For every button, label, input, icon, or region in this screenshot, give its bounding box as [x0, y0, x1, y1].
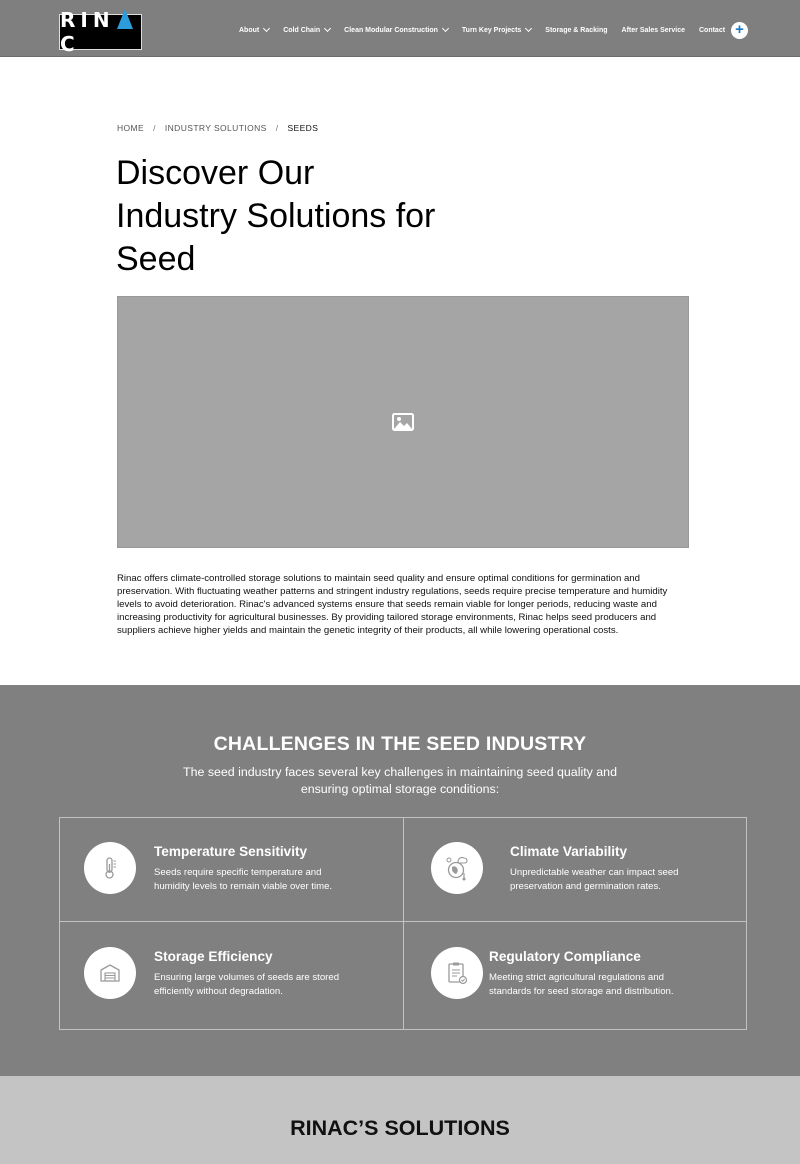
chevron-down-icon — [442, 25, 449, 32]
challenge-title: Climate Variability — [510, 844, 628, 859]
nav-label: About — [239, 26, 260, 34]
challenge-card-storage — [60, 922, 403, 1029]
challenges-title: CHALLENGES IN THE SEED INDUSTRY — [213, 733, 587, 755]
challenge-title: Storage Efficiency — [154, 949, 273, 964]
plus-menu-button[interactable]: + — [731, 22, 748, 39]
clipboard-check-icon — [446, 961, 468, 985]
chevron-down-icon — [263, 25, 270, 32]
nav-item-turn-key-projects[interactable] — [462, 27, 531, 34]
warehouse-icon — [99, 962, 121, 984]
logo-wordmark: RINC — [60, 8, 141, 56]
chevron-down-icon — [525, 25, 532, 32]
hero-image — [117, 296, 689, 548]
nav-label: Storage & Racking — [545, 26, 608, 34]
globe-weather-icon — [444, 855, 470, 881]
nav-label: Turn Key Projects — [461, 26, 522, 34]
challenge-icon-circle — [84, 842, 136, 894]
challenges-subtitle: The seed industry faces several key challenges in maintaining seed quality and ensuring optimal storage conditions: — [183, 765, 617, 796]
challenge-text: Unpredictable weather can impact seed preservation and germination rates. — [510, 867, 679, 892]
breadcrumb-industry-solutions[interactable]: INDUSTRY SOLUTIONS — [164, 123, 267, 133]
challenge-card-regulatory — [404, 922, 746, 1029]
thermometer-icon — [100, 856, 120, 880]
challenge-title: Temperature Sensitivity — [154, 844, 308, 859]
challenges-section — [0, 685, 800, 1076]
solutions-section — [0, 1076, 800, 1164]
logo-triangle-icon — [117, 9, 133, 29]
intro-paragraph: Rinac offers climate-controlled storage solutions to maintain seed quality and ensure optimal conditions for germination and preservation. With fluctuating weather patterns and stringent industry regulations, seeds require precise temperature and humidity levels to avoid deterioration. Rinac's advanced systems ensure that seeds remain viable for longer periods, reducing waste and increasing productivity for agricultural businesses. By providing tailored storage environments, Rinac helps seed producers and suppliers achieve higher yields and maintain the genetic integrity of their products, all while lowering operational costs. — [117, 573, 668, 636]
breadcrumb-separator: / — [153, 123, 156, 133]
challenge-icon-circle — [84, 947, 136, 999]
nav-item-cold-chain[interactable] — [283, 27, 330, 34]
challenge-icon-circle — [431, 842, 483, 894]
challenge-text: Seeds require specific temperature and humidity levels to remain viable over time. — [154, 867, 333, 892]
nav-item-clean-modular-construction[interactable] — [344, 27, 448, 34]
nav-label: Clean Modular Construction — [344, 26, 438, 34]
rinac-logo[interactable] — [59, 8, 142, 56]
nav-label: After Sales Service — [621, 26, 685, 34]
nav-item-after-sales-service[interactable] — [622, 27, 685, 34]
nav-item-storage-racking[interactable] — [545, 27, 607, 34]
breadcrumb-separator: / — [275, 123, 279, 133]
page-title: Discover Our Industry Solutions for Seed — [116, 154, 436, 278]
challenge-text: Meeting strict agricultural regulations and standards for seed storage and distribution. — [489, 972, 674, 997]
challenge-card-temperature — [60, 818, 403, 921]
challenge-icon-circle — [431, 947, 483, 999]
nav-label: Cold Chain — [283, 26, 321, 34]
challenges-grid — [59, 817, 747, 1030]
image-placeholder-icon — [392, 413, 414, 431]
nav-item-contact[interactable] — [699, 27, 725, 34]
challenge-title: Regulatory Compliance — [489, 949, 641, 964]
site-header — [0, 0, 800, 57]
challenge-text: Ensuring large volumes of seeds are stored efficiently without degradation. — [154, 972, 340, 997]
breadcrumb — [117, 123, 318, 133]
breadcrumb-home[interactable]: HOME — [117, 123, 145, 133]
nav-item-about[interactable] — [239, 27, 269, 34]
breadcrumb-current: SEEDS — [287, 123, 319, 133]
challenge-card-climate — [404, 818, 746, 921]
main-nav — [239, 24, 739, 36]
chevron-down-icon — [324, 25, 331, 32]
nav-label: Contact — [698, 26, 726, 34]
solutions-title: RINAC’S SOLUTIONS — [290, 1116, 510, 1140]
